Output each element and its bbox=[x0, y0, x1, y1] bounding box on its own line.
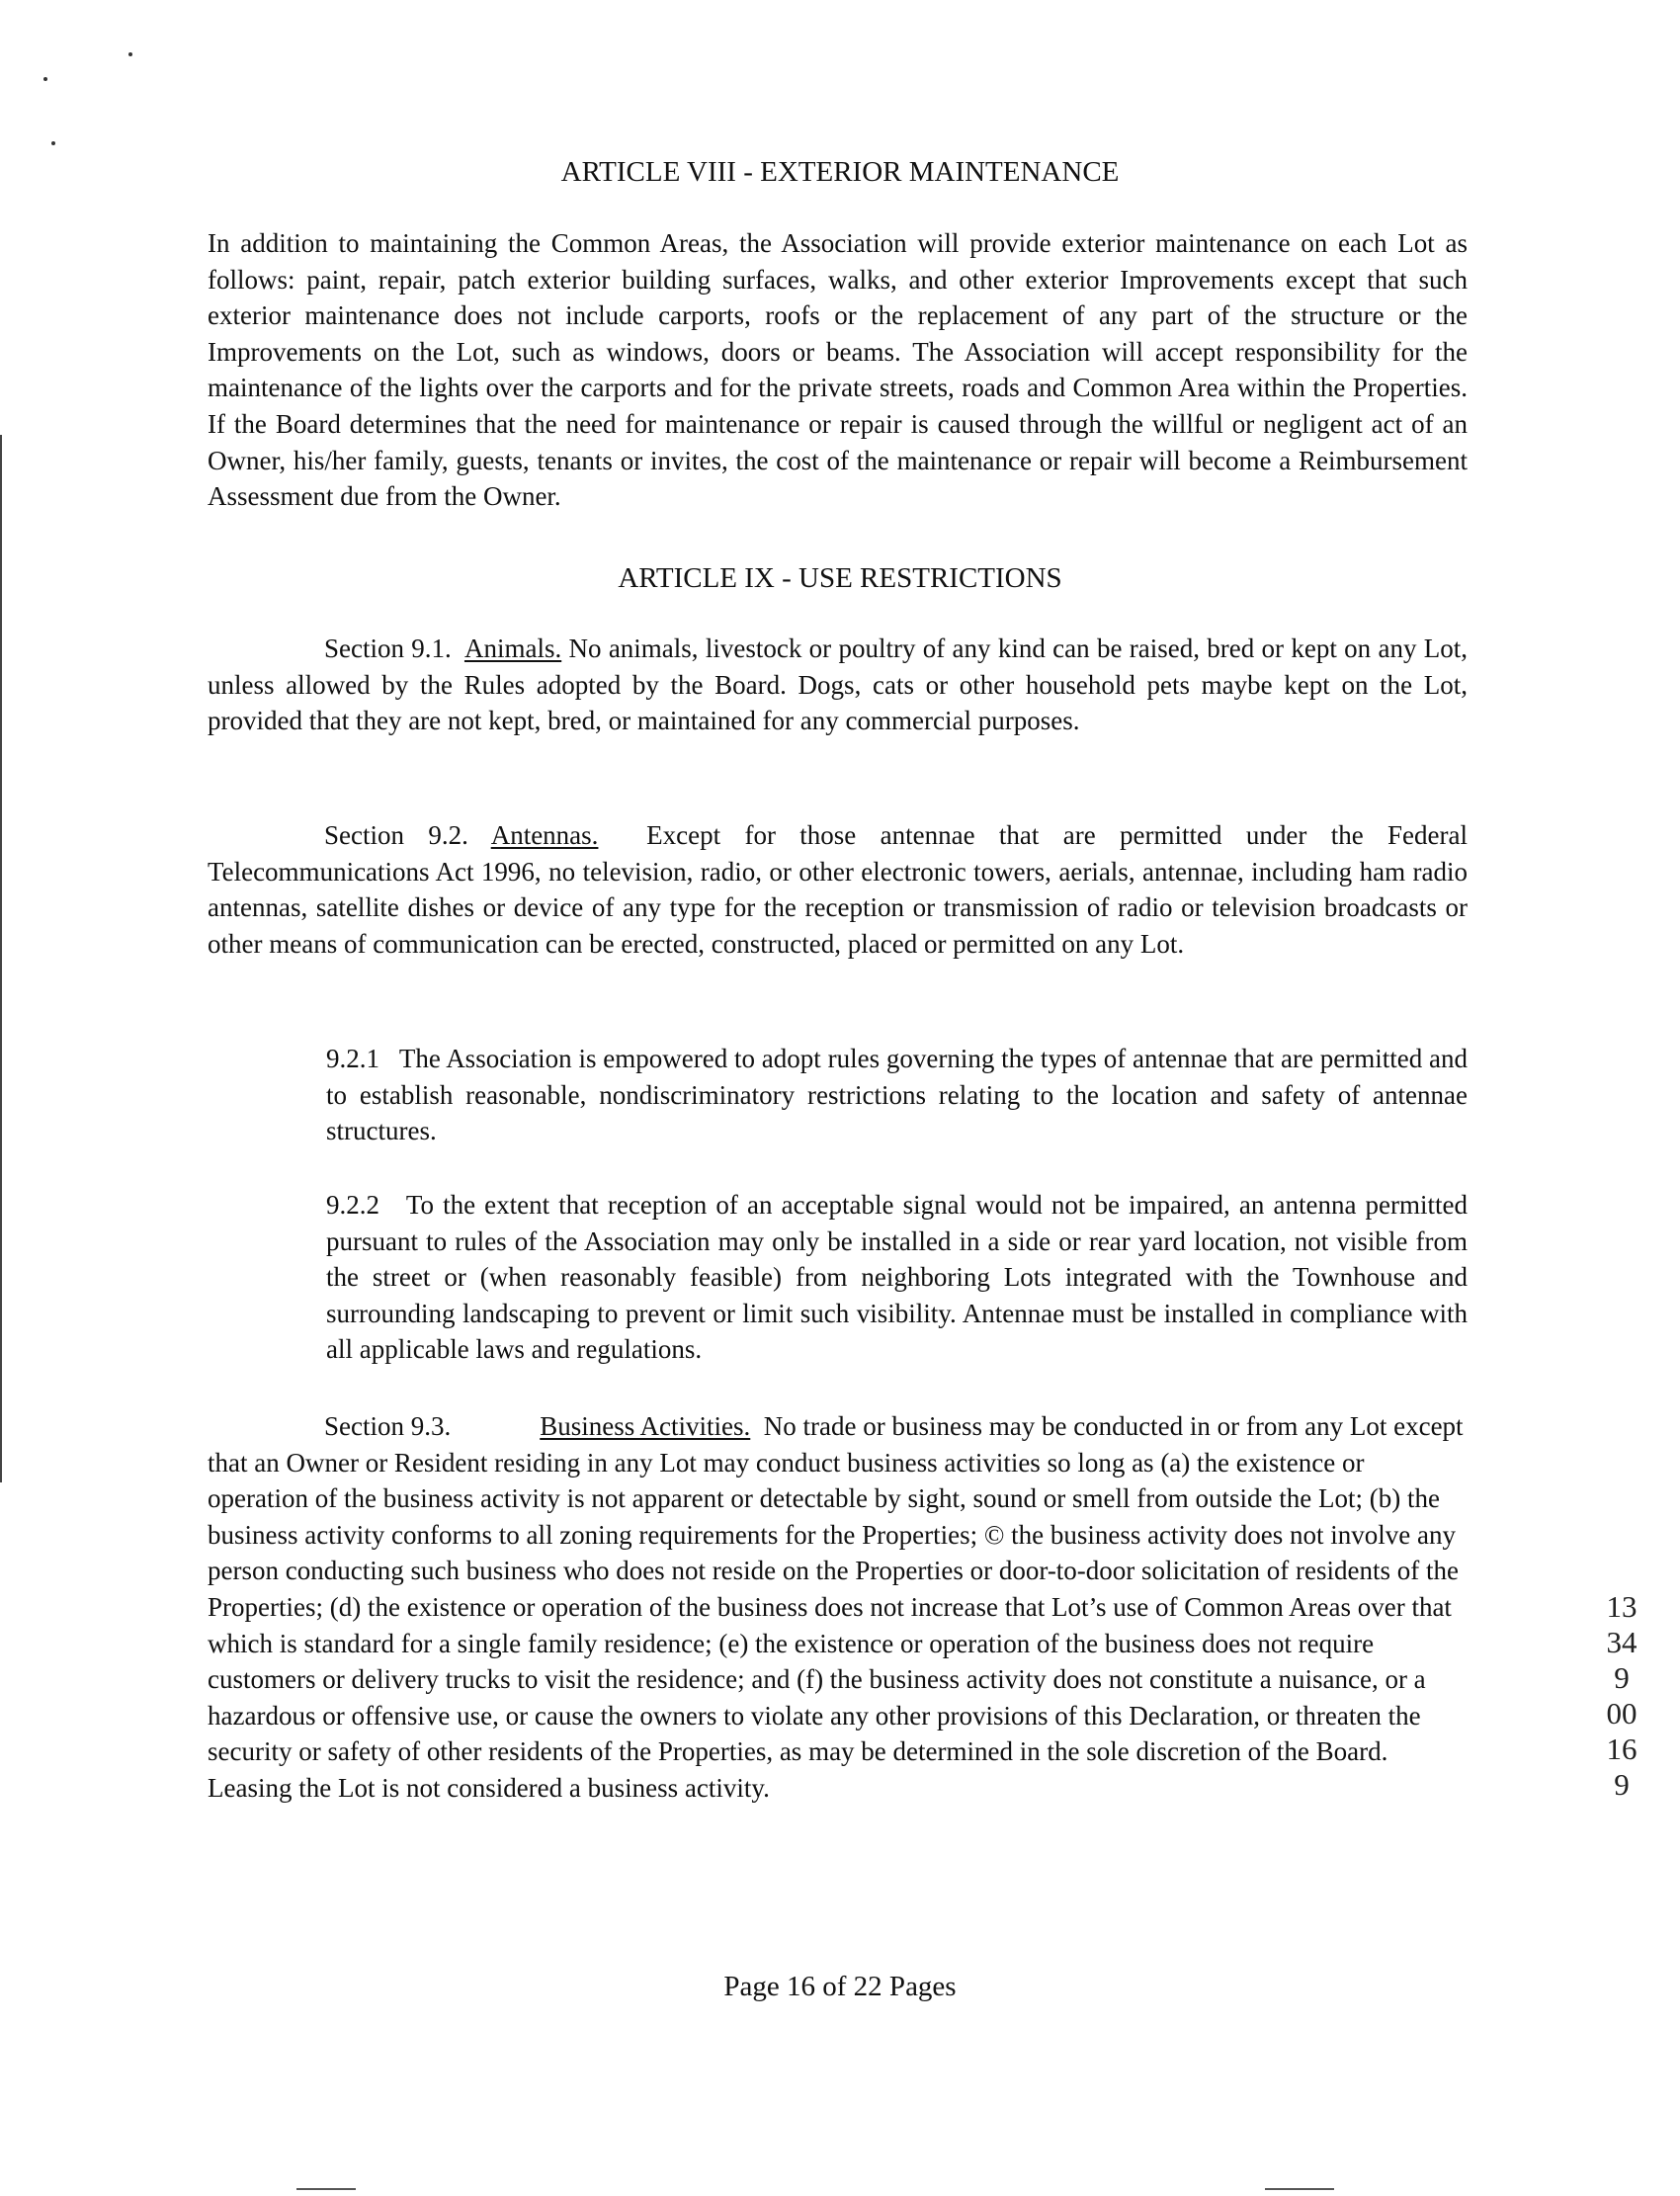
section-9-1 bbox=[208, 631, 1468, 739]
section-9-2-1-text: The Association is empowered to adopt rules governing the types of antennae that are permitted and to establish reasonable, nondiscriminatory restrictions relating to the location and safety of antennae structures. bbox=[326, 1044, 1469, 1146]
section-9-2-2-label: 9.2.2 bbox=[326, 1190, 379, 1220]
section-9-1-label: Section 9.1. bbox=[324, 633, 452, 663]
article-9-title: ARTICLE IX - USE RESTRICTIONS bbox=[618, 562, 1062, 594]
scan-speck bbox=[43, 77, 47, 81]
article-8-body: In addition to maintaining the Common Areas, the Association will provide exterior maintenance on each Lot as follows: paint, repair, patch exterior building surfaces, walks, and other exterior Improvements except that such exterior maintenance does not include carports, roofs or the replacement of any part of the structure or the Improvements on the Lot, such as windows, doors or beams. The Association will accept responsibility for the maintenance of the lights over the carports and for the private streets, roads and Common Area within the Properties. If the Board determines that the need for maintenance or repair is caused through the willful or negligent act of an Owner, his/her family, guests, tenants or invites, the cost of the maintenance or repair will become a Reimbursement Assessment due from the Owner. bbox=[208, 228, 1468, 512]
scan-bottom-line bbox=[1265, 2188, 1334, 2190]
scan-speck bbox=[128, 52, 132, 56]
section-9-1-heading: Animals. bbox=[463, 633, 562, 663]
scan-speck bbox=[51, 141, 55, 145]
scan-bottom-line bbox=[296, 2188, 356, 2190]
section-9-3-text: No trade or business may be conducted in or from any Lot except that an Owner or Resident residing in any Lot may conduct business activities so long as (a) the existence or operation of the business activity is not apparent or detectable by sight, sound or smell from outside the Lot; (b) the business activity conforms to all zoning requirements for the Properties; © the business activity does not involve any person conducting such business who does not reside on the Properties or door-to-door solicitation of residents of the Properties; (d) the existence or operation of the business does not increase that Lot’s use of Common Areas over that which is standard for a single family residence; (e) the existence or operation of the business does not require customers or delivery trucks to visit the residence; and (f) the business activity does not constitute a nuisance, or a hazardous or offensive use, or cause the owners to violate any other provisions of this Declaration, or threaten the security or safety of other residents of the Properties, as may be determined in the sole discretion of the Board. Leasing the Lot is not considered a business activity. bbox=[208, 1411, 1464, 1803]
section-9-3-heading: Business Activities. bbox=[540, 1411, 751, 1441]
article-8-title: ARTICLE VIII - EXTERIOR MAINTENANCE bbox=[560, 156, 1120, 188]
section-9-2-2 bbox=[326, 1187, 1468, 1368]
page-number: Page 16 of 22 Pages bbox=[723, 1971, 957, 2002]
section-9-2-1-label: 9.2.1 bbox=[326, 1044, 379, 1073]
section-9-2-heading: Antennas. bbox=[490, 820, 599, 850]
section-9-2-1 bbox=[326, 1041, 1468, 1149]
section-9-2-text: Except for those antennae that are permitted under the Federal Telecommunications Act 1996, no television, radio, or other electronic towers, aerials, antennae, including ham radio antennas, satellite dishes or device of any type for the reception or transmission of radio or television broadcasts or other means of communication can be erected, constructed, placed or permitted on any Lot. bbox=[208, 820, 1468, 959]
section-9-3-label: Section 9.3. bbox=[324, 1411, 452, 1441]
recording-stamp: 13349 00169 bbox=[1606, 1589, 1638, 1802]
section-9-1-text: No animals, livestock or poultry of any kind can be raised, bred or kept on any Lot, unless allowed by the Rules adopted by the Board. Dogs, cats or other household pets maybe kept on the Lot, provided that they are not kept, bred, or maintained for any commercial purposes. bbox=[208, 633, 1468, 736]
section-9-2 bbox=[208, 817, 1468, 962]
section-9-3 bbox=[208, 1408, 1468, 1807]
section-9-2-label: Section 9.2. bbox=[324, 820, 468, 850]
section-9-2-2-text: To the extent that reception of an acceptable signal would not be impaired, an antenna permitted pursuant to rules of the Association may only be installed in a side or rear yard location, not visible from the street or (when reasonably feasible) from neighboring Lots integrated with the Townhouse and surrounding landscaping to prevent or limit such visibility. Antennae must be installed in compliance with all applicable laws and regulations. bbox=[326, 1190, 1468, 1365]
